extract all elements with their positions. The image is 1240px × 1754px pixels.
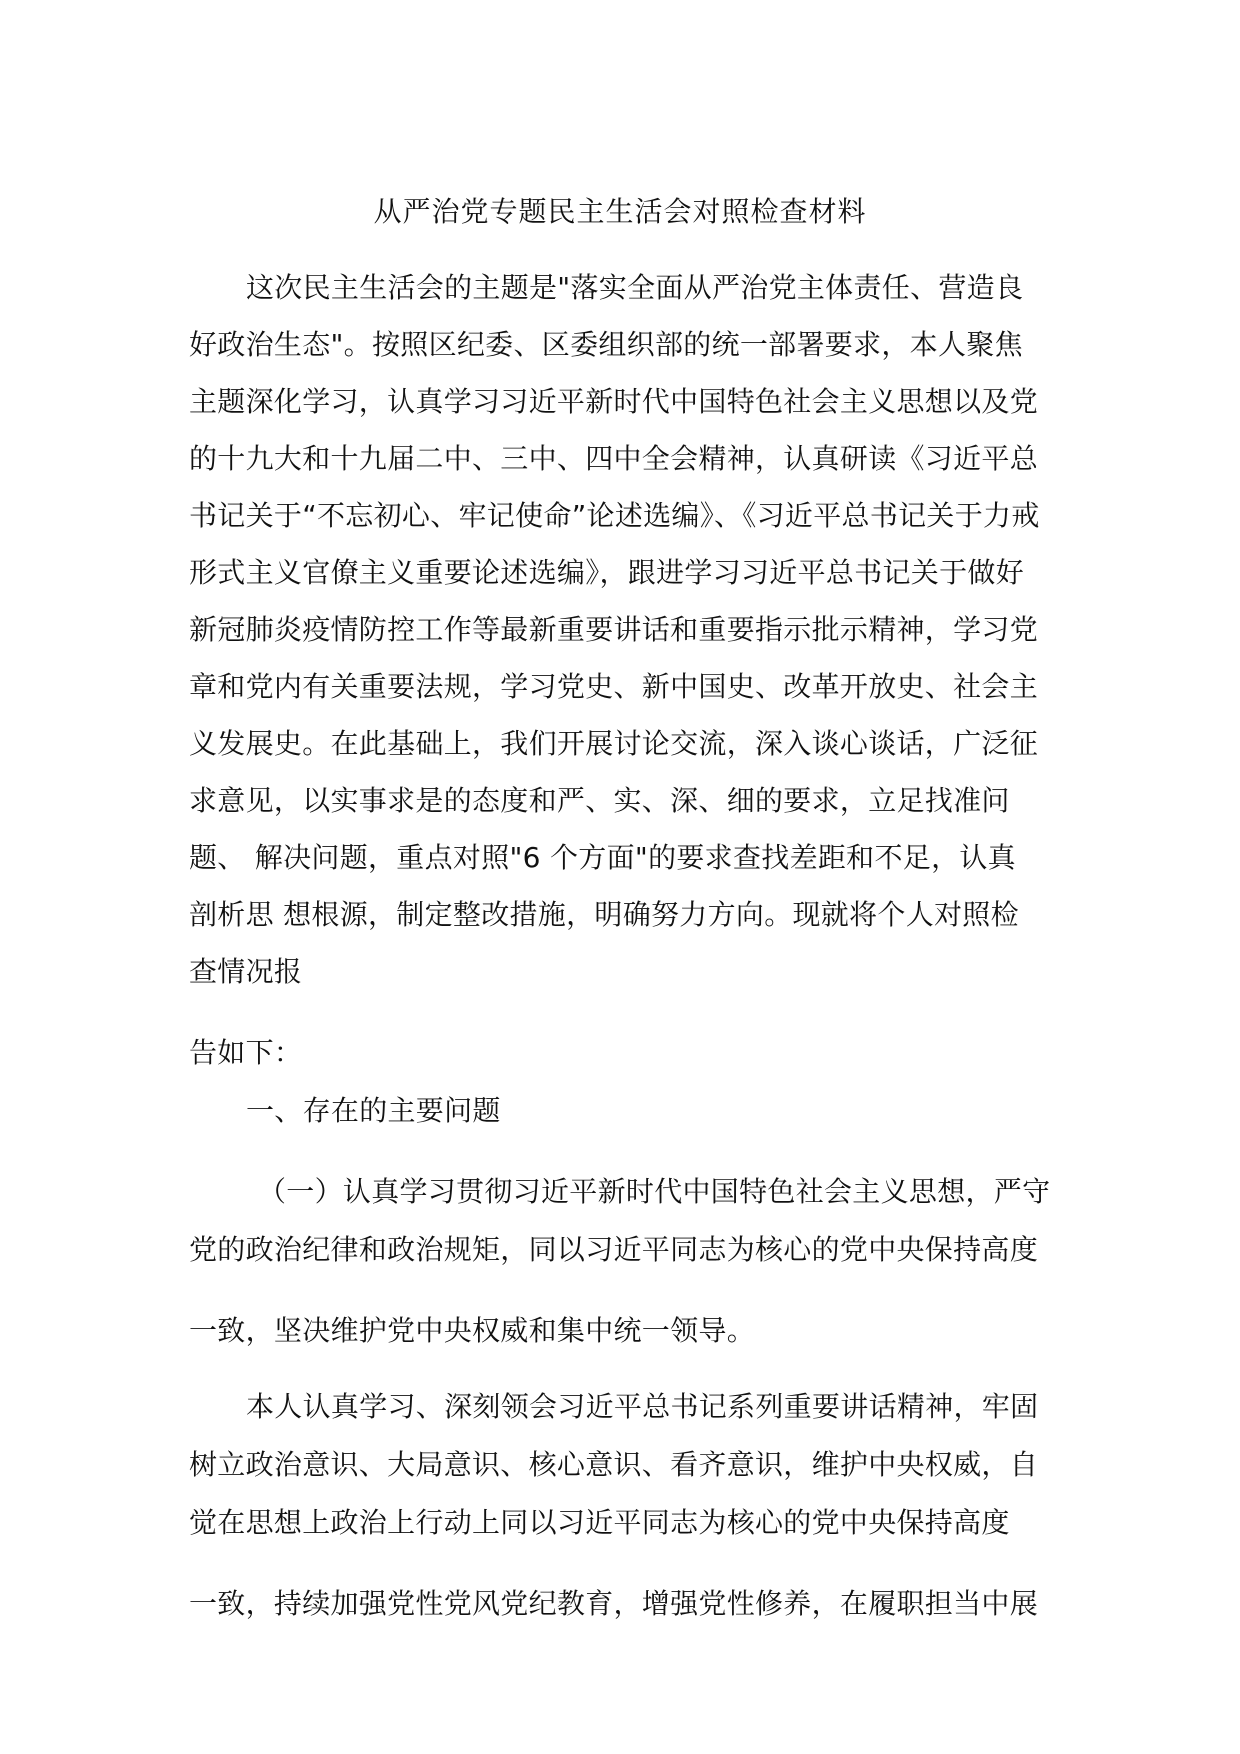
paragraph-line: 章和党内有关重要法规，学习党史、新中国史、改革开放史、社会主 bbox=[189, 670, 1039, 703]
paragraph-line: 求意见，以实事求是的态度和严、实、深、细的要求，立足找准问 bbox=[189, 784, 1010, 817]
subsection-heading-line: （一）认真学习贯彻习近平新时代中国特色社会主义思想，严守 bbox=[258, 1175, 1051, 1208]
paragraph-line: 主题深化学习，认真学习习近平新时代中国特色社会主义思想以及党 bbox=[189, 385, 1039, 418]
paragraph-line: 觉在思想上政治上行动上同以习近平同志为核心的党中央保持高度 bbox=[189, 1506, 1010, 1539]
paragraph-line: 好政治生态"。按照区纪委、区委组织部的统一部署要求，本人聚焦 bbox=[189, 328, 1023, 361]
subsection-heading-line: 党的政治纪律和政治规矩，同以习近平同志为核心的党中央保持高度 bbox=[189, 1233, 1039, 1266]
paragraph-line: 书记关于“不忘初心、牢记使命”论述选编》、《习近平总书记关于力戒 bbox=[189, 499, 1040, 532]
section-heading: 一、存在的主要问题 bbox=[246, 1094, 501, 1127]
document-title: 从严治党专题民主生活会对照检查材料 bbox=[373, 195, 867, 228]
paragraph-line: 告如下： bbox=[189, 1036, 303, 1069]
paragraph-line: 的十九大和十九届二中、三中、四中全会精神，认真研读《习近平总 bbox=[189, 442, 1039, 475]
paragraph-line: 一致，持续加强党性党风党纪教育，增强党性修养，在履职担当中展 bbox=[189, 1587, 1039, 1620]
paragraph-line: 这次民主生活会的主题是"落实全面从严治党主体责任、营造良 bbox=[246, 271, 1024, 304]
paragraph-line: 新冠肺炎疫情防控工作等最新重要讲话和重要指示批示精神，学习党 bbox=[189, 613, 1039, 646]
paragraph-line: 形式主义官僚主义重要论述选编》，跟进学习习近平总书记关于做好 bbox=[189, 556, 1025, 589]
paragraph-line: 本人认真学习、深刻领会习近平总书记系列重要讲话精神，牢固 bbox=[246, 1390, 1039, 1423]
paragraph-line: 剖析思 想根源，制定整改措施，明确努力方向。现就将个人对照检 bbox=[189, 898, 1019, 931]
paragraph-line: 题、 解决问题，重点对照"6 个方面"的要求查找差距和不足，认真 bbox=[189, 841, 1016, 874]
paragraph-line: 查情况报 bbox=[189, 955, 303, 988]
subsection-heading-line: 一致，坚决维护党中央权威和集中统一领导。 bbox=[189, 1314, 756, 1347]
paragraph-line: 义发展史。在此基础上，我们开展讨论交流，深入谈心谈话，广泛征 bbox=[189, 727, 1039, 760]
paragraph-line: 树立政治意识、大局意识、核心意识、看齐意识，维护中央权威，自 bbox=[189, 1448, 1039, 1481]
